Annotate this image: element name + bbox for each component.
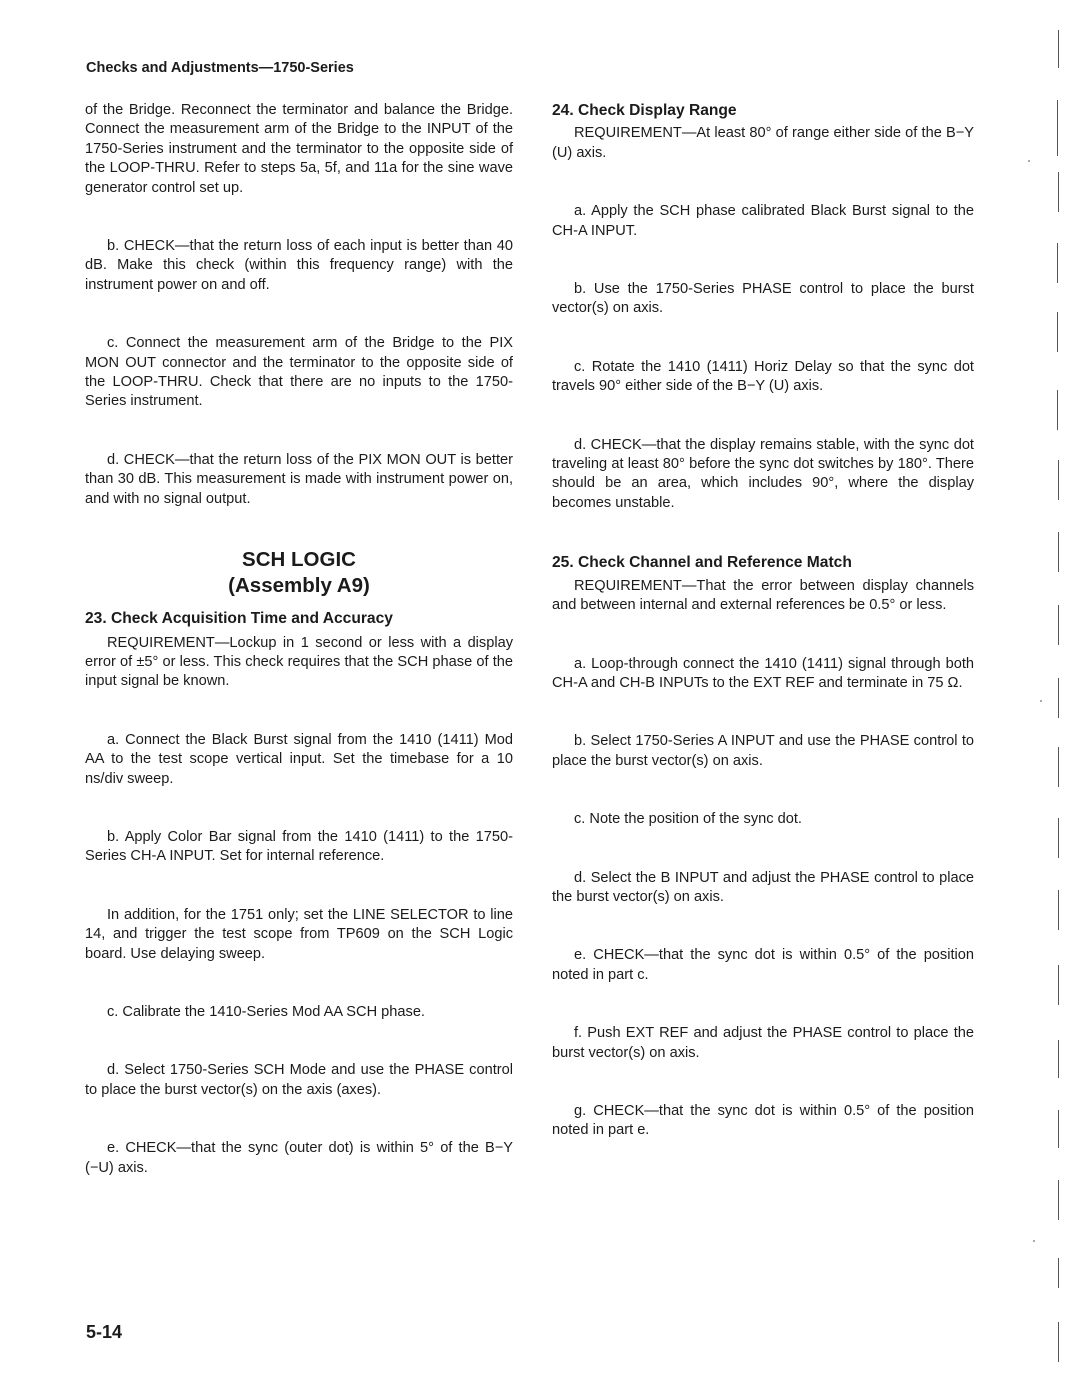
scan-mark xyxy=(1058,1180,1059,1220)
scan-mark xyxy=(1058,818,1059,858)
step-24-b: b. Use the 1750-Series PHASE control to place the burst vector(s) on axis. xyxy=(552,281,974,317)
step-23-e: e. CHECK—that the sync (outer dot) is within 5° of the B−Y (−U) axis. xyxy=(85,1140,513,1176)
step-b: b. CHECK—that the return loss of each input is better than 40 dB. Make this check (within this frequency range) with the instrument power on and off. xyxy=(85,238,513,293)
scan-mark xyxy=(1058,532,1059,572)
scan-mark xyxy=(1058,605,1059,645)
scan-mark xyxy=(1058,890,1059,930)
scan-mark xyxy=(1058,965,1059,1005)
scan-speck xyxy=(1033,1240,1035,1242)
scan-mark xyxy=(1057,390,1058,430)
step-25-title: 25. Check Channel and Reference Match xyxy=(552,554,852,572)
step-25-g: g. CHECK—that the sync dot is within 0.5° of the position noted in part e. xyxy=(552,1102,974,1139)
scan-mark xyxy=(1058,1322,1059,1362)
step-25-a: a. Loop-through connect the 1410 (1411) signal through both CH-A and CH-B INPUTs to the EXT REF and terminate in 75 Ω. xyxy=(552,655,974,691)
step-23-c: c. Calibrate the 1410-Series Mod AA SCH phase. xyxy=(107,1003,425,1020)
section-title: SCH LOGIC xyxy=(242,548,356,572)
step-24-title: 24. Check Display Range xyxy=(552,102,737,119)
scan-mark xyxy=(1058,1040,1059,1078)
step-23-requirement: REQUIREMENT—Lockup in 1 second or less with a display error of ±5° or less. This check requires that the SCH phase of the input signal be known. xyxy=(85,634,513,690)
step-23-addition: In addition, for the 1751 only; set the LINE SELECTOR to line 14, and trigger the test scope from TP609 on the SCH Logic board. Use delaying sweep. xyxy=(85,906,513,962)
scan-speck xyxy=(1040,700,1042,702)
section-subtitle: (Assembly A9) xyxy=(228,574,370,598)
scan-speck xyxy=(1028,160,1030,162)
scan-mark xyxy=(1058,747,1059,787)
step-24-a: a. Apply the SCH phase calibrated Black Burst signal to the CH-A INPUT. xyxy=(552,203,974,239)
scan-mark xyxy=(1057,100,1058,156)
right-column xyxy=(552,101,974,1141)
step-25-requirement: REQUIREMENT—That the error between display channels and between internal and external references be 0.5° or less. xyxy=(552,577,974,614)
step-25-e: e. CHECK—that the sync dot is within 0.5° of the position noted in part c. xyxy=(552,947,974,983)
step-23-a: a. Connect the Black Burst signal from the 1410 (1411) Mod AA to the test scope vertical input. Set the timebase for a 10 ns/div sweep. xyxy=(85,731,513,787)
scan-mark xyxy=(1058,30,1059,68)
step-23-d: d. Select 1750-Series SCH Mode and use the PHASE control to place the burst vector(s) on the axis (axes). xyxy=(85,1062,513,1098)
scan-mark xyxy=(1058,172,1059,212)
step-25-f: f. Push EXT REF and adjust the PHASE control to place the burst vector(s) on axis. xyxy=(552,1025,974,1061)
paragraph: of the Bridge. Reconnect the terminator and balance the Bridge. Connect the measurement arm of the Bridge to the INPUT of the 1750-Series instrument and the terminator to the opposite side of the LOOP-THRU. Refer to steps 5a, 5f, and 11a for the sine wave generator control set up. xyxy=(85,102,513,196)
scan-mark xyxy=(1058,1258,1059,1288)
step-25-b: b. Select 1750-Series A INPUT and use the PHASE control to place the burst vector(s) on axis. xyxy=(552,733,974,769)
scan-mark xyxy=(1058,678,1059,718)
scan-mark xyxy=(1057,243,1058,283)
step-24-requirement: REQUIREMENT—At least 80° of range either side of the B−Y (U) axis. xyxy=(552,125,974,161)
step-24-d: d. CHECK—that the display remains stable, with the sync dot traveling at least 80° before the sync dot switches by 180°. There should be an area, which includes 90°, where the display becomes unstable. xyxy=(552,436,974,511)
scan-mark xyxy=(1058,1110,1059,1148)
step-24-c: c. Rotate the 1410 (1411) Horiz Delay so that the sync dot travels 90° either side of the B−Y (U) axis. xyxy=(552,358,974,395)
step-25-d: d. Select the B INPUT and adjust the PHASE control to place the burst vector(s) on axis. xyxy=(552,869,974,905)
step-c: c. Connect the measurement arm of the Bridge to the PIX MON OUT connector and the terminator to the opposite side of the LOOP-THRU. Check that there are no inputs to the 1750-Series instrument. xyxy=(85,335,513,410)
step-25-c: c. Note the position of the sync dot. xyxy=(574,811,802,828)
scan-mark xyxy=(1058,460,1059,500)
step-23-title: 23. Check Acquisition Time and Accuracy xyxy=(85,610,393,628)
step-d: d. CHECK—that the return loss of the PIX MON OUT is better than 30 dB. This measurement is made with instrument power on, and with no signal output. xyxy=(85,451,513,507)
left-column xyxy=(85,101,513,1178)
step-23-b: b. Apply Color Bar signal from the 1410 (1411) to the 1750-Series CH-A INPUT. Set for internal reference. xyxy=(85,828,513,865)
page-number: 5-14 xyxy=(86,1322,123,1342)
running-header: Checks and Adjustments—1750-Series xyxy=(86,60,354,76)
scan-mark xyxy=(1057,312,1058,352)
